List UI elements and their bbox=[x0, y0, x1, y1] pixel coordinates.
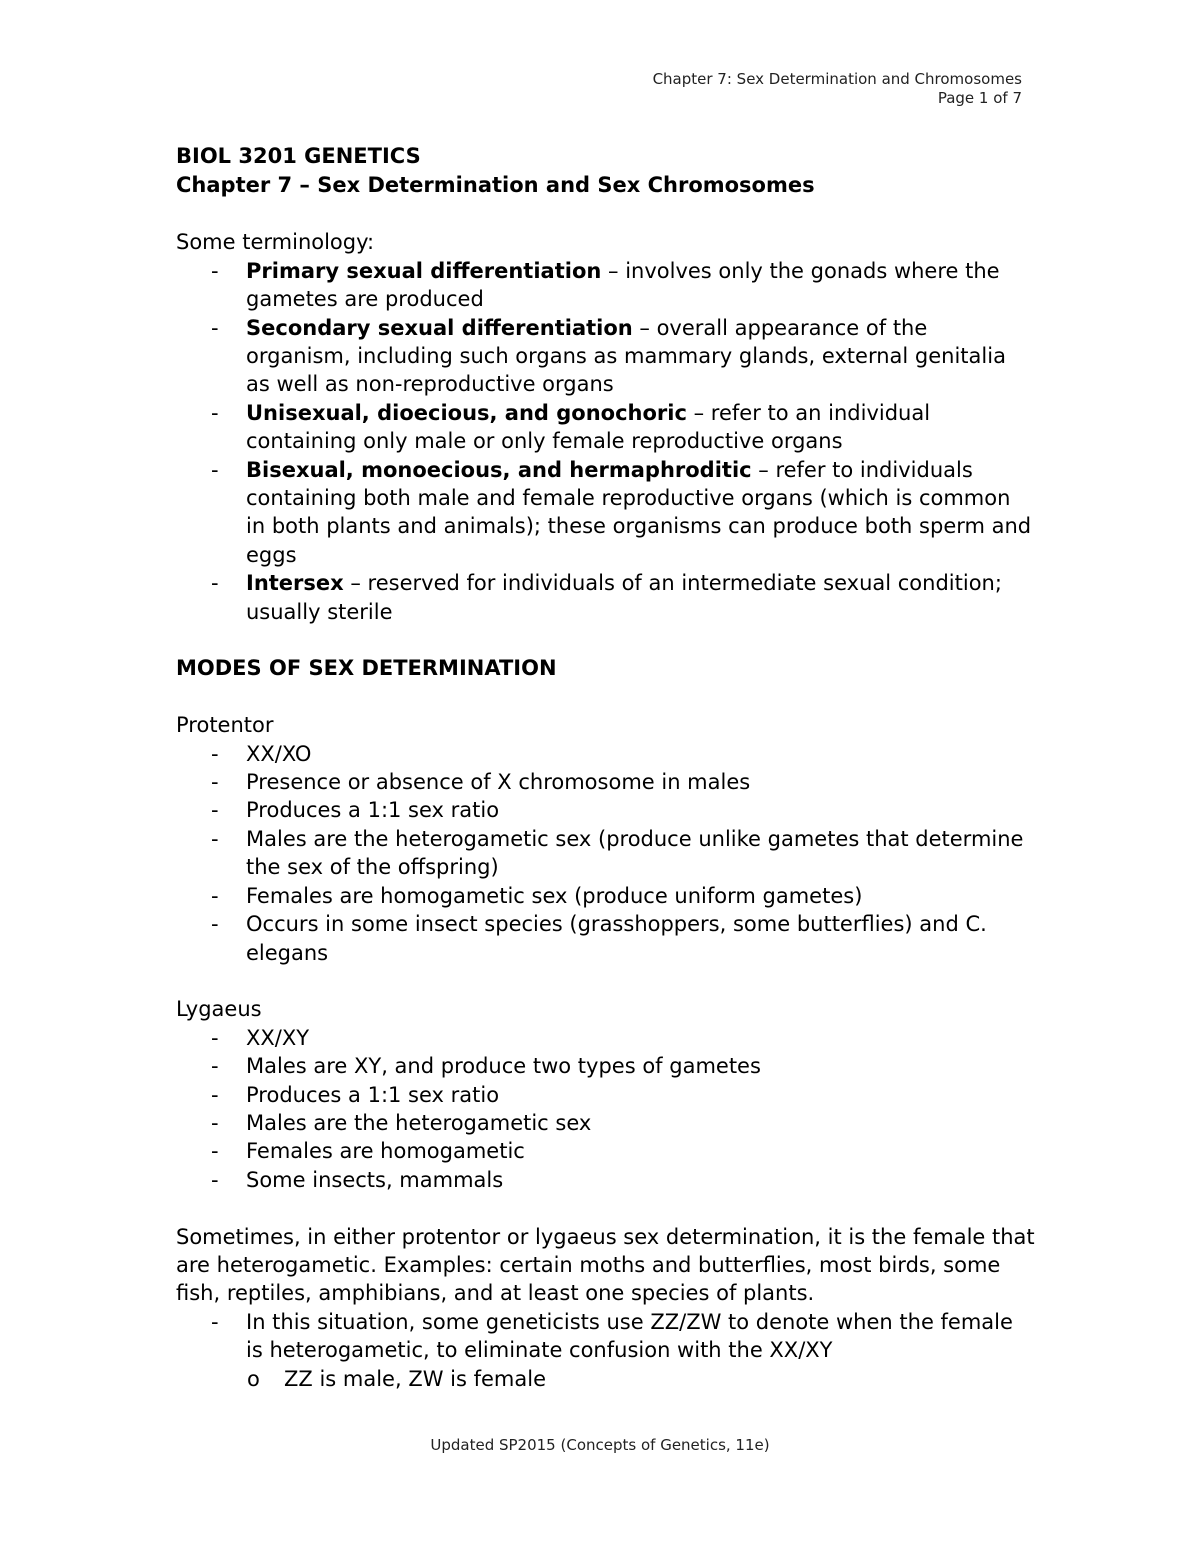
header-chapter-line: Chapter 7: Sex Determination and Chromosomes bbox=[652, 70, 1022, 88]
list-item: - Produces a 1:1 sex ratio bbox=[211, 1082, 500, 1107]
section-heading: MODES OF SEX DETERMINATION bbox=[176, 656, 557, 681]
term-label: Unisexual, dioecious, and gonochoric bbox=[246, 400, 687, 425]
list-item: - In this situation, some geneticists use ZZ/ZW to denote when the female is heterogametic, to eliminate confusion with the XX/XY bbox=[211, 1309, 1013, 1363]
document-body bbox=[176, 142, 1036, 1393]
terminology-list bbox=[176, 257, 1036, 626]
chapter-title: Chapter 7 – Sex Determination and Sex Chromosomes bbox=[176, 173, 815, 197]
list-item: - XX/XY bbox=[211, 1025, 310, 1050]
list-item: - Females are homogametic sex (produce uniform gametes) bbox=[211, 883, 863, 908]
course-title: BIOL 3201 GENETICS bbox=[176, 144, 421, 168]
list-item: - Males are XY, and produce two types of gametes bbox=[211, 1054, 761, 1079]
list-item: - Primary sexual differentiation – involves only the gonads where the gametes are produced bbox=[211, 258, 1000, 312]
term-label: Bisexual, monoecious, and hermaphroditic bbox=[246, 457, 752, 482]
list-item: - Some insects, mammals bbox=[211, 1167, 504, 1192]
list-item: - XX/XO bbox=[211, 741, 312, 766]
list-item: - Secondary sexual differentiation – overall appearance of the organism, including such organs as mammary glands, external genitalia as well as non-reproductive organs bbox=[211, 315, 1006, 397]
list-item: - Females are homogametic bbox=[211, 1139, 525, 1164]
note-sublist bbox=[176, 1365, 1036, 1393]
term-label: Secondary sexual differentiation bbox=[246, 315, 633, 340]
protentor-label: Protentor bbox=[176, 713, 274, 738]
list-item: - Bisexual, monoecious, and hermaphroditic – refer to individuals containing both male and female reproductive organs (which is common in both plants and animals); these organisms can produce both sperm and eggs bbox=[211, 457, 1032, 567]
list-item: - Presence or absence of X chromosome in males bbox=[211, 770, 751, 795]
list-item: - Produces a 1:1 sex ratio bbox=[211, 798, 500, 823]
header-page-number: Page 1 of 7 bbox=[937, 89, 1022, 107]
lygaeus-label: Lygaeus bbox=[176, 997, 262, 1022]
term-definition: – reserved for individuals of an intermediate sexual condition; usually sterile bbox=[246, 571, 1002, 624]
note-list bbox=[176, 1308, 1036, 1365]
term-label: Intersex bbox=[246, 571, 344, 596]
terminology-intro: Some terminology: bbox=[176, 230, 375, 255]
list-item: o ZZ is male, ZW is female bbox=[247, 1366, 546, 1391]
term-definition: – involves only the gonads where the gametes are produced bbox=[246, 258, 1000, 312]
term-definition: – refer to individuals containing both male and female reproductive organs (which is common in both plants and animals); these organisms can produce both sperm and eggs bbox=[246, 457, 1032, 567]
term-definition: – overall appearance of the organism, including such organs as mammary glands, external genitalia as well as non-reproductive organs bbox=[246, 315, 1006, 397]
protentor-list bbox=[176, 740, 1036, 967]
list-item: - Males are the heterogametic sex bbox=[211, 1110, 592, 1135]
list-item: - Unisexual, dioecious, and gonochoric – refer to an individual containing only male or only female reproductive organs bbox=[211, 400, 931, 454]
term-label: Primary sexual differentiation bbox=[246, 258, 602, 283]
list-item: - Occurs in some insect species (grasshoppers, some butterflies) and C. elegans bbox=[211, 912, 987, 965]
heterogametic-note: Sometimes, in either protentor or lygaeus sex determination, it is the female that are heterogametic. Examples: certain moths and butterflies, most birds, some fish, reptiles, amphibians, and at least one species of plants. bbox=[176, 1224, 1035, 1306]
lygaeus-list bbox=[176, 1024, 1036, 1194]
list-item: - Males are the heterogametic sex (produce unlike gametes that determine the sex of the offspring) bbox=[211, 826, 1024, 880]
running-header bbox=[653, 70, 1022, 108]
term-definition: – refer to an individual containing only male or only female reproductive organs bbox=[246, 400, 931, 454]
page-footer: Updated SP2015 (Concepts of Genetics, 11e) bbox=[430, 1436, 770, 1454]
list-item: - Intersex – reserved for individuals of an intermediate sexual condition; usually sterile bbox=[211, 571, 1002, 624]
